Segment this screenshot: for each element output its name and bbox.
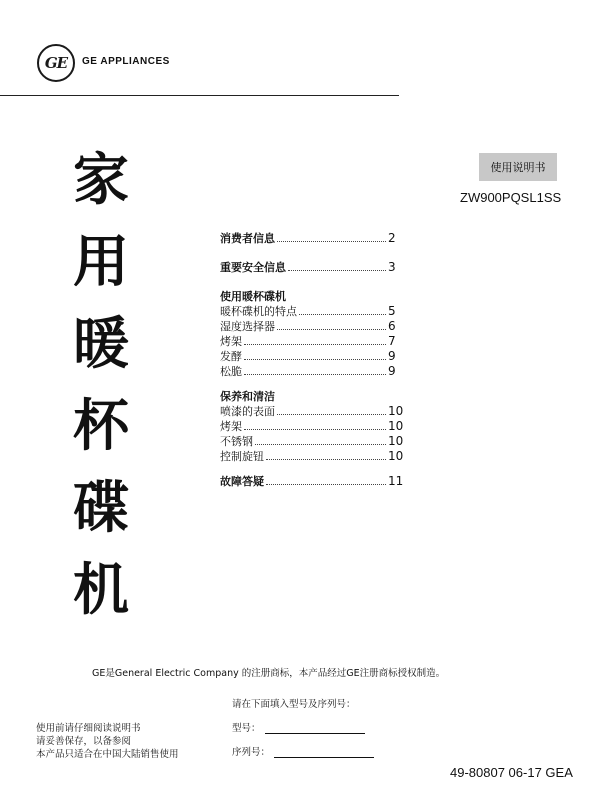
toc-page: 11 bbox=[388, 474, 404, 488]
note-line: 使用前请仔细阅读说明书 bbox=[36, 723, 141, 734]
toc-entry[interactable] bbox=[220, 303, 402, 318]
toc-entry-consumer-info[interactable] bbox=[220, 230, 402, 245]
toc-entry[interactable] bbox=[220, 348, 402, 363]
toc-page: 9 bbox=[388, 364, 396, 378]
toc-leader bbox=[244, 429, 386, 430]
toc-page: 6 bbox=[388, 319, 396, 333]
header-rule bbox=[0, 95, 399, 96]
model-number: ZW900PQSL1SS bbox=[460, 190, 562, 205]
toc-leader bbox=[244, 344, 386, 345]
document-number: 49-80807 06-17 GEA bbox=[450, 765, 573, 780]
toc-page: 10 bbox=[388, 449, 404, 463]
toc-title: 发酵 bbox=[220, 350, 242, 363]
toc-entry[interactable] bbox=[220, 433, 402, 448]
toc-entry[interactable] bbox=[220, 318, 402, 333]
note-line: 本产品只适合在中国大陆销售使用 bbox=[36, 749, 179, 760]
toc-page: 5 bbox=[388, 304, 396, 318]
title-char: 暖 bbox=[73, 312, 129, 377]
serial-field bbox=[232, 744, 374, 758]
toc-section-care: 保养和清洁 bbox=[220, 390, 275, 403]
toc-title: 重要安全信息 bbox=[220, 261, 286, 274]
toc-title: 故障答疑 bbox=[220, 475, 264, 488]
fill-in-hint: 请在下面填入型号及序列号： bbox=[232, 699, 356, 710]
model-blank-line[interactable] bbox=[265, 723, 365, 734]
toc-entry[interactable] bbox=[220, 418, 402, 433]
toc-title: 暖杯碟机的特点 bbox=[220, 305, 297, 318]
toc-title: 控制旋钮 bbox=[220, 450, 264, 463]
toc-title: 不锈钢 bbox=[220, 435, 253, 448]
toc-title: 消费者信息 bbox=[220, 232, 275, 245]
vertical-title bbox=[66, 140, 136, 632]
title-char: 机 bbox=[73, 558, 129, 623]
toc-leader bbox=[266, 459, 386, 460]
title-char: 家 bbox=[73, 148, 129, 213]
toc-page: 10 bbox=[388, 404, 404, 418]
toc-entry-safety[interactable] bbox=[220, 259, 402, 274]
toc-entry[interactable] bbox=[220, 403, 402, 418]
manual-label: 使用说明书 bbox=[479, 153, 557, 181]
serial-label: 序列号： bbox=[232, 747, 271, 758]
table-of-contents bbox=[220, 230, 402, 488]
toc-page: 10 bbox=[388, 419, 404, 433]
toc-title: 喷漆的表面 bbox=[220, 405, 275, 418]
toc-page: 3 bbox=[388, 260, 396, 274]
title-char: 碟 bbox=[73, 476, 129, 541]
serial-blank-line[interactable] bbox=[274, 747, 374, 758]
toc-title: 松脆 bbox=[220, 365, 242, 378]
logo-monogram: GE bbox=[44, 54, 68, 72]
toc-page: 10 bbox=[388, 434, 404, 448]
note-line: 请妥善保存，以备参阅 bbox=[36, 736, 132, 747]
toc-section-usage: 使用暖杯碟机 bbox=[220, 290, 286, 303]
trademark-notice: GE是General Electric Company 的注册商标，本产品经过GE注册商标授权制造。 bbox=[92, 668, 446, 679]
toc-leader bbox=[244, 374, 386, 375]
toc-leader bbox=[277, 329, 386, 330]
toc-title: 湿度选择器 bbox=[220, 320, 275, 333]
title-char: 杯 bbox=[73, 394, 129, 459]
toc-leader bbox=[277, 241, 386, 242]
toc-title: 烤架 bbox=[220, 335, 242, 348]
toc-entry-troubleshooting[interactable] bbox=[220, 473, 402, 488]
brand-name: GE APPLIANCES bbox=[82, 56, 170, 67]
title-char: 用 bbox=[73, 230, 129, 295]
toc-entry[interactable] bbox=[220, 448, 402, 463]
toc-page: 2 bbox=[388, 231, 396, 245]
model-field bbox=[232, 720, 365, 734]
toc-page: 9 bbox=[388, 349, 396, 363]
model-label: 型号： bbox=[232, 723, 261, 734]
toc-leader bbox=[299, 314, 386, 315]
toc-leader bbox=[277, 414, 386, 415]
toc-leader bbox=[244, 359, 386, 360]
toc-leader bbox=[266, 484, 386, 485]
usage-notes bbox=[36, 722, 179, 761]
toc-title: 烤架 bbox=[220, 420, 242, 433]
ge-logo bbox=[37, 44, 75, 82]
toc-entry[interactable] bbox=[220, 363, 402, 378]
toc-page: 7 bbox=[388, 334, 396, 348]
toc-entry[interactable] bbox=[220, 333, 402, 348]
toc-leader bbox=[288, 270, 386, 271]
toc-leader bbox=[255, 444, 386, 445]
